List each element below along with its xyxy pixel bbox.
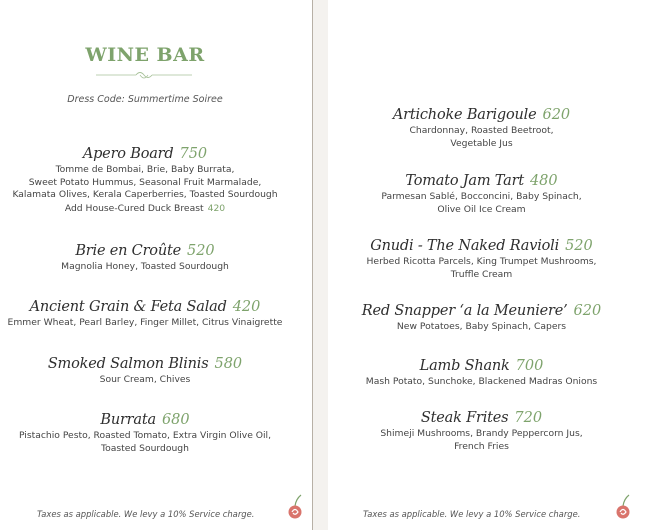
item-price: 620 [573,303,602,319]
item-name: Lamb Shank [419,358,510,374]
menu-item [328,355,635,389]
item-description: Shimeji Mushrooms, Brandy Peppercorn Jus, [380,428,583,439]
item-price: 420 [232,299,261,315]
item-description: Herbed Ricotta Parcels, King Trumpet Mushrooms, [366,256,597,267]
flourish-ornament [96,69,192,83]
item-price: 580 [214,356,243,372]
addon-price: 420 [207,202,226,214]
menu-page-left [0,0,312,530]
tax-note: Taxes as applicable. We levy a 10% Service charge. [363,509,581,519]
item-price: 720 [514,410,543,426]
item-name: Artichoke Barigoule [392,107,537,123]
item-addon [0,202,290,216]
item-name: Red Snapper ‘a la Meuniere’ [361,303,568,319]
item-description: Chardonnay, Roasted Beetroot, [409,125,554,136]
menu-item [0,240,290,274]
item-description: Kalamata Olives, Kerala Caperberries, Toasted Sourdough [12,189,278,200]
menu-item [328,170,635,216]
item-description: Pistachio Pesto, Roasted Tomato, Extra Virgin Olive Oil, [18,430,272,441]
page-gutter [313,0,328,530]
menu-page-right [328,0,650,530]
item-description: Emmer Wheat, Pearl Barley, Finger Millet, Citrus Vinaigrette [7,317,283,328]
cherry-logo-icon [614,494,632,520]
menu-item [0,296,290,330]
item-price: 700 [515,358,544,374]
item-name: Burrata [100,412,156,428]
item-description: Tomme de Bombai, Brie, Baby Burrata, [55,164,235,175]
item-description: Vegetable Jus [450,137,513,149]
item-description: French Fries [454,440,509,452]
item-name: Ancient Grain & Feta Salad [29,299,227,315]
item-description: Sweet Potato Hummus, Seasonal Fruit Marmalade, [28,176,262,188]
menu-item [328,300,635,334]
menu-item [328,235,635,281]
item-name: Steak Frites [420,410,509,426]
menu-item [328,104,635,150]
item-description: Sour Cream, Chives [99,374,191,385]
item-description: Olive Oil Ice Cream [437,203,526,215]
item-name: Brie en Croûte [75,243,181,259]
item-description: Mash Potato, Sunchoke, Blackened Madras Onions [365,376,598,387]
item-name: Apero Board [82,146,174,162]
item-description: Toasted Sourdough [101,442,189,454]
cherry-logo-icon [286,494,304,520]
item-description: Truffle Cream [450,268,513,280]
tax-note: Taxes as applicable. We levy a 10% Service charge. [37,509,255,519]
item-price: 480 [529,173,558,189]
menu-item [0,143,290,216]
item-price: 520 [565,238,593,254]
item-price: 680 [161,412,190,428]
dress-code: Dress Code: Summertime Soiree [67,94,223,105]
item-description: Magnolia Honey, Toasted Sourdough [61,261,229,272]
item-name: Smoked Salmon Blinis [47,356,209,372]
addon-label: Add House-Cured Duck Breast [64,202,204,214]
item-description: Parmesan Sablé, Bocconcini, Baby Spinach, [381,191,582,202]
item-description: New Potatoes, Baby Spinach, Capers [396,321,567,332]
menu-title: WINE BAR [85,44,205,66]
item-price: 620 [542,107,571,123]
item-price: 520 [186,243,215,259]
menu-item [328,407,635,453]
item-name: Gnudi - The Naked Ravioli [370,238,560,254]
item-price: 750 [179,146,208,162]
menu-item [0,409,290,455]
menu-item [0,353,290,387]
item-name: Tomato Jam Tart [405,173,524,189]
